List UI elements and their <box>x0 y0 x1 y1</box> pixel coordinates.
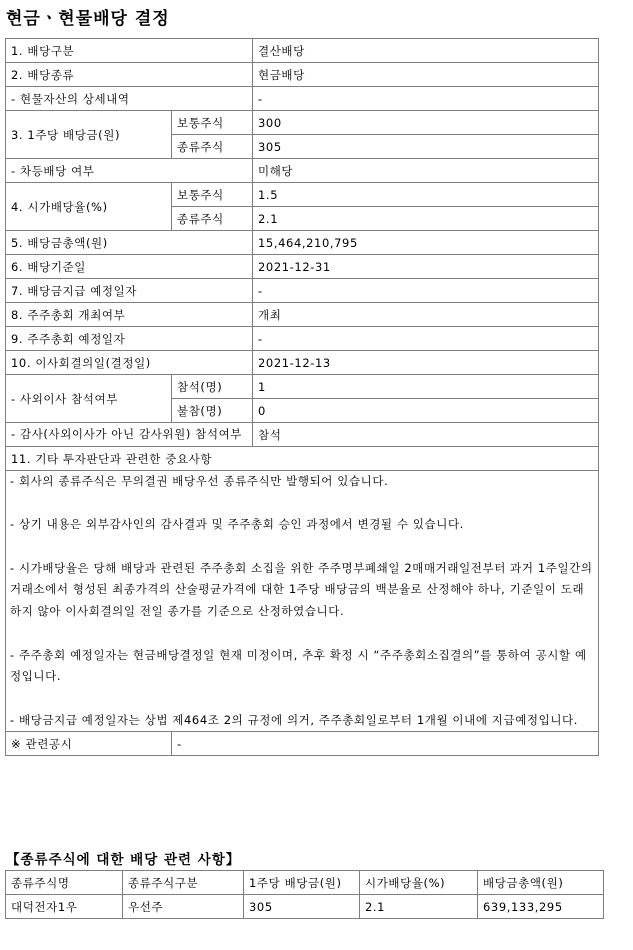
table-header-row <box>6 871 604 895</box>
row-label: 7. 배당금지급 예정일자 <box>6 279 253 303</box>
note-paragraph: - 주주총회 예정일자는 현금배당결정일 현재 미정이며, 추후 확정 시 “주주총회소집결의”를 통하여 공시할 예정입니다. <box>10 647 587 684</box>
note-paragraph: - 상기 내용은 외부감사인의 감사결과 및 주주총회 승인 과정에서 변경될 수 있습니다. <box>10 517 464 532</box>
sub-label: 종류주식 <box>172 207 253 231</box>
notes-row <box>6 471 599 732</box>
row-value: 현금배당 <box>253 63 599 87</box>
row-value: 1.5 <box>253 183 599 207</box>
row-value: 300 <box>253 111 599 135</box>
row-value: - <box>253 279 599 303</box>
row-value: 참석 <box>253 423 599 447</box>
notes-cell <box>6 471 599 732</box>
table-row <box>6 327 599 351</box>
row-label: - 현물자산의 상세내역 <box>6 87 253 111</box>
table-cell: 2.1 <box>360 895 478 919</box>
table-row <box>6 183 599 207</box>
row-value: 15,464,210,795 <box>253 231 599 255</box>
row-label: - 사외이사 참석여부 <box>6 375 172 423</box>
table-row <box>6 423 599 447</box>
row-value: 2021-12-13 <box>253 351 599 375</box>
row-value: 결산배당 <box>253 39 599 63</box>
row-value: 개최 <box>253 303 599 327</box>
row-label: - 감사(사외이사가 아닌 감사위원) 참석여부 <box>6 423 253 447</box>
row-label: 11. 기타 투자판단과 관련한 중요사항 <box>6 447 599 471</box>
row-label: 5. 배당금총액(원) <box>6 231 253 255</box>
preferred-stock-dividend-table <box>5 870 604 919</box>
table-row <box>6 111 599 135</box>
column-header: 종류주식명 <box>6 871 123 895</box>
sub-label: 불참(명) <box>172 399 253 423</box>
row-value: 1 <box>253 375 599 399</box>
table-row <box>6 159 599 183</box>
column-header: 1주당 배당금(원) <box>244 871 360 895</box>
dividend-decision-table <box>5 38 599 756</box>
row-label: 2. 배당종류 <box>6 63 253 87</box>
row-value: - <box>253 327 599 351</box>
table-cell: 우선주 <box>123 895 244 919</box>
table-cell: 639,133,295 <box>478 895 604 919</box>
table-row <box>6 447 599 471</box>
table-row <box>6 375 599 399</box>
table-row <box>6 39 599 63</box>
table-row <box>6 87 599 111</box>
page-title: 현금ㆍ현물배당 결정 <box>6 9 170 29</box>
row-label: 3. 1주당 배당금(원) <box>6 111 172 159</box>
column-header: 종류주식구분 <box>123 871 244 895</box>
table-cell: 305 <box>244 895 360 919</box>
row-label: 10. 이사회결의일(결정일) <box>6 351 253 375</box>
row-label: 1. 배당구분 <box>6 39 253 63</box>
column-header: 배당금총액(원) <box>478 871 604 895</box>
table-row <box>6 351 599 375</box>
note-paragraph: - 시가배당율은 당해 배당과 관련된 주주총회 소집을 위한 주주명부폐쇄일 2매매거래일전부터 과거 1주일간의 거래소에서 형성된 최종가격의 산술평균가격에 대한 1주당 배당금의 백분율로 산정해야 하나, 기준일이 도래하지 않아 이사회결의일 전일 종가를 기준으로 산정하였습니다. <box>10 560 593 619</box>
table-cell: 대덕전자1우 <box>6 895 123 919</box>
row-label: ※ 관련공시 <box>6 732 172 756</box>
row-value: - <box>172 732 599 756</box>
row-value: 2021-12-31 <box>253 255 599 279</box>
sub-label: 종류주식 <box>172 135 253 159</box>
column-header: 시가배당율(%) <box>360 871 478 895</box>
section-title: 【종류주식에 대한 배당 관련 사항】 <box>6 852 241 868</box>
row-value: 2.1 <box>253 207 599 231</box>
row-label: 6. 배당기준일 <box>6 255 253 279</box>
row-label: 8. 주주총회 개최여부 <box>6 303 253 327</box>
row-value: 305 <box>253 135 599 159</box>
table-row <box>6 255 599 279</box>
sub-label: 보통주식 <box>172 183 253 207</box>
sub-label: 참석(명) <box>172 375 253 399</box>
table-row <box>6 303 599 327</box>
table-row <box>6 279 599 303</box>
table-row <box>6 895 604 919</box>
table-row <box>6 231 599 255</box>
row-value: 0 <box>253 399 599 423</box>
table-row <box>6 732 599 756</box>
sub-label: 보통주식 <box>172 111 253 135</box>
table-row <box>6 63 599 87</box>
row-label: 9. 주주총회 예정일자 <box>6 327 253 351</box>
note-paragraph: - 회사의 종류주식은 무의결권 배당우선 종류주식만 발행되어 있습니다. <box>10 474 389 488</box>
row-label: - 차등배당 여부 <box>6 159 253 183</box>
row-value: 미해당 <box>253 159 599 183</box>
row-label: 4. 시가배당율(%) <box>6 183 172 231</box>
note-paragraph: - 배당금지급 예정일자는 상법 제464조 2의 규정에 의거, 주주총회일로부터 1개월 이내에 지급예정입니다. <box>10 712 579 727</box>
row-value: - <box>253 87 599 111</box>
